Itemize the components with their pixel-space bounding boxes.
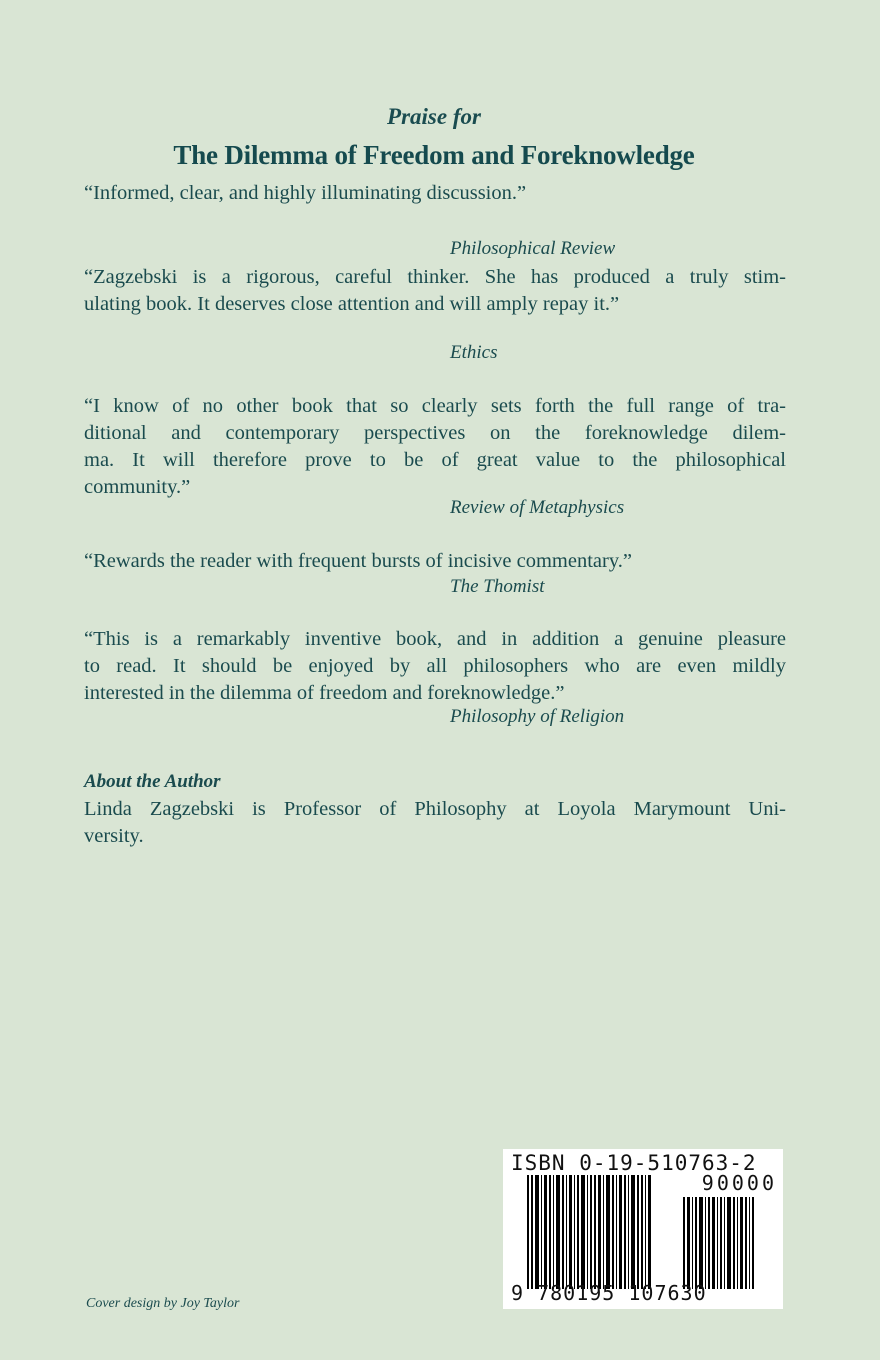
- quote-5-source: Philosophy of Religion: [450, 706, 625, 727]
- quote-line: “Rewards the reader with frequent bursts of incisive commentary.”: [84, 550, 632, 572]
- ean-group-1: 780195: [537, 1281, 616, 1305]
- quote-line: “Informed, clear, and highly illuminating discussion.”: [84, 182, 527, 204]
- ean-group-2: 107630: [628, 1281, 707, 1305]
- quote-4-source: The Thomist: [450, 576, 545, 597]
- quote-5: [84, 626, 786, 707]
- book-title: The Dilemma of Freedom and Foreknowledge: [173, 140, 695, 170]
- praise-for-label: Praise for: [387, 104, 481, 129]
- quote-3: [84, 393, 786, 501]
- ean-number: [511, 1281, 707, 1305]
- quote-line: “I know of no other book that so clearly sets forth the full range of tra-: [84, 395, 786, 417]
- quote-line: to read. It should be enjoyed by all philosophers who are even mildly: [84, 655, 786, 677]
- about-body: [84, 796, 786, 850]
- quote-line: ulating book. It deserves close attention and will amply repay it.”: [84, 293, 620, 315]
- quote-1: [84, 180, 786, 207]
- about-heading: About the Author: [84, 771, 221, 792]
- quote-line: “This is a remarkably inventive book, and in addition a genuine pleasure: [84, 628, 786, 650]
- quote-line: community.”: [84, 476, 191, 498]
- quote-line: “Zagzebski is a rigorous, careful thinker. She has produced a truly stim-: [84, 266, 786, 288]
- quote-4: [84, 548, 786, 575]
- quote-line: ditional and contemporary perspectives on the foreknowledge dilem-: [84, 422, 786, 444]
- ean-barcode-bars: [527, 1175, 651, 1289]
- addon-barcode-bars: [683, 1197, 754, 1289]
- quote-2-source: Ethics: [450, 342, 498, 363]
- ean-first-digit: 9: [511, 1281, 525, 1305]
- price-addon-label: 90000: [701, 1171, 777, 1195]
- about-line: Linda Zagzebski is Professor of Philosophy at Loyola Marymount Uni-: [84, 798, 786, 820]
- isbn-barcode: [503, 1149, 783, 1309]
- about-line: versity.: [84, 825, 144, 847]
- quote-line: interested in the dilemma of freedom and foreknowledge.”: [84, 682, 565, 704]
- quote-1-source: Philosophical Review: [450, 238, 616, 259]
- quote-2: [84, 264, 786, 318]
- quote-3-source: Review of Metaphysics: [450, 497, 625, 518]
- cover-design-credit: Cover design by Joy Taylor: [86, 1296, 240, 1311]
- quote-line: ma. It will therefore prove to be of great value to the philosophical: [84, 449, 786, 471]
- isbn-label: ISBN 0-19-510763-2: [511, 1151, 757, 1175]
